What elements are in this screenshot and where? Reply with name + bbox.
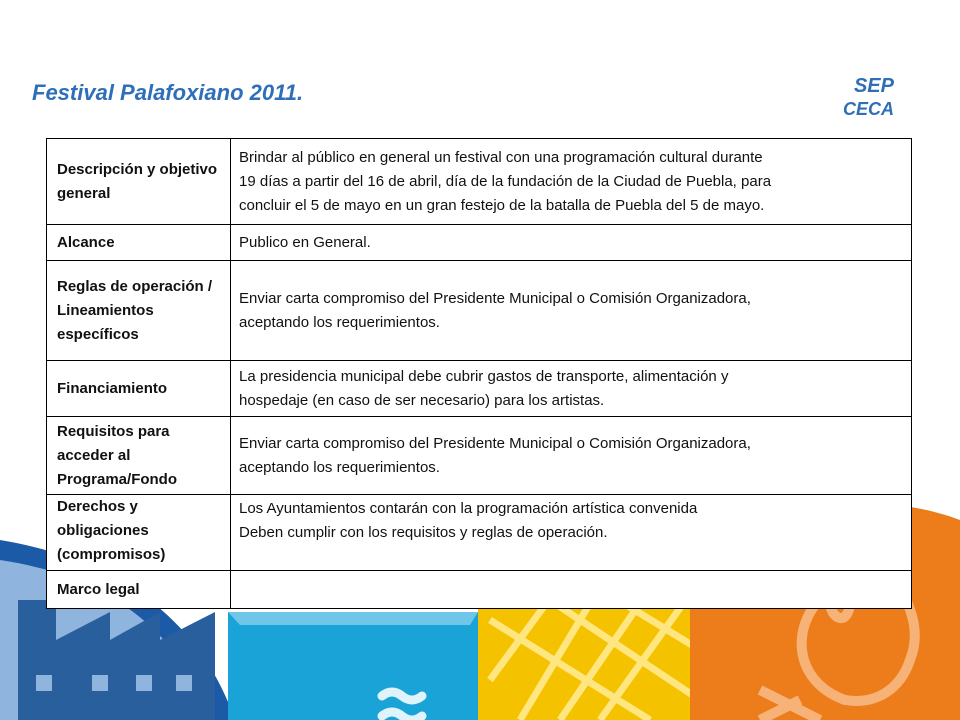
row-content (231, 139, 912, 225)
content-line: aceptando los requerimientos. (239, 458, 440, 476)
brand-logo-text (843, 74, 894, 120)
row-label: Descripción y objetivo general (47, 139, 231, 225)
content-line: concluir el 5 de mayo en un gran festejo de la batalla de Puebla del 5 de mayo. (239, 196, 765, 214)
table-row (47, 225, 912, 261)
table-row (47, 361, 912, 417)
cyan-band-shape (228, 612, 478, 720)
row-content (231, 495, 912, 571)
content-line: Los Ayuntamientos contarán con la programación artística convenida (239, 500, 698, 517)
brand-ceca: CECA (842, 99, 894, 119)
row-content (231, 361, 912, 417)
content-line: Deben cumplir con los requisitos y reglas de operación. (239, 524, 608, 541)
brand-sep: SEP (853, 75, 894, 97)
content-line: hospedaje (en caso de ser necesario) para los artistas. (239, 391, 605, 409)
row-label: Derechos y obligaciones (compromisos) (47, 495, 231, 571)
content-line: aceptando los requerimientos. (239, 313, 440, 331)
content-line: Enviar carta compromiso del Presidente Municipal o Comisión Organizadora, (239, 434, 751, 452)
table-row (47, 571, 912, 609)
content-line: Enviar carta compromiso del Presidente Municipal o Comisión Organizadora, (239, 289, 751, 307)
row-content (231, 571, 912, 609)
row-label: Reglas de operación / Lineamientos específicos (47, 261, 231, 361)
row-label: Marco legal (47, 571, 231, 609)
content-line: La presidencia municipal debe cubrir gastos de transporte, alimentación y (239, 367, 729, 385)
content-line: Brindar al público en general un festival con una programación cultural durante (239, 148, 763, 166)
row-label: Alcance (47, 225, 231, 261)
page-title: Festival Palafoxiano 2011. (32, 80, 304, 105)
table-row (47, 139, 912, 225)
program-info-table (46, 138, 912, 609)
table-row (47, 261, 912, 361)
table-row (47, 495, 912, 571)
row-content (231, 225, 912, 261)
table-row (47, 417, 912, 495)
content-line: Publico en General. (239, 233, 371, 251)
content-line: 19 días a partir del 16 de abril, día de la fundación de la Ciudad de Puebla, para (239, 172, 772, 190)
row-content (231, 261, 912, 361)
row-label: Financiamiento (47, 361, 231, 417)
row-content (231, 417, 912, 495)
row-label: Requisitos para acceder al Programa/Fondo (47, 417, 231, 495)
